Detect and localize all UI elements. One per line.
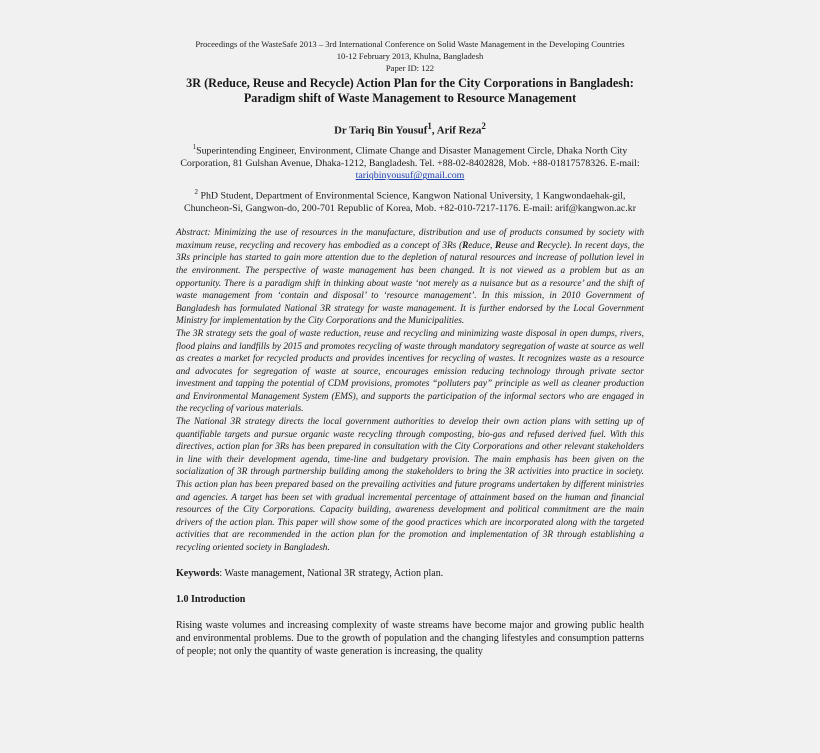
- abstract-p1-text-a: Abstract: Minimizing the use of resources in the manufacture, distribution and use of products consumed by society with maximum reuse, recycling and recovery has embodied as a concept of 3Rs (: [176, 228, 644, 251]
- abstract-p1-text-b: ecycle). In recent days, the 3Rs principle has started to gain more attention due to the depletion of natural resources and increase of pollution level in the environment. The perspective of waste management has been changed. It is not viewed as a problem but as an opportunity. There is a paradigm shift in thinking about waste ‘not merely as a nuisance but as a resource’ and the shift of waste management from ‘contain and disposal’ to ‘resource management’. In this mission, in 2010 Government of Bangladesh has formulated National 3R strategy for waste management. It is further endorsed by the Local Government Ministry for implementation by the City Corporations and the Municipalities.: [176, 240, 645, 327]
- keywords-label: Keywords: [176, 567, 220, 579]
- author-list: [176, 120, 644, 138]
- section-heading-introduction: 1.0 Introduction: [176, 593, 246, 605]
- abstract-r-reuse: R: [494, 240, 502, 251]
- abstract-p1-word-reduce: educe,: [468, 240, 495, 251]
- author-2: Arif Reza: [436, 124, 482, 137]
- abstract-paragraph-2: The 3R strategy sets the goal of waste reduction, reuse and recycling and minimizing waste disposal in open dumps, rivers, flood plains and landfills by 2015 and promotes recycling of waste through mandatory segregation of waste at source as well as creates a market for recycled products and provides incentives for recycling of wastes. It recognizes waste as a resource and advocates for segregation of waste at source, encourages emission reducing technology through private sector investment and tapping the potential of CDM provisions, promotes “polluters pay” principle as well as cleaner production and Environmental Management System (EMS), and supports the participation of the informal sectors who are engaged in the recycling of various materials.: [176, 328, 644, 415]
- proceedings-header: [176, 38, 644, 74]
- title-line-1: 3R (Reduce, Reuse and Recycle) Action Plan for the City Corporations in Bangladesh:: [186, 76, 634, 90]
- abstract: [176, 227, 644, 554]
- header-line-2: 10-12 February 2013, Khulna, Bangladesh: [336, 51, 484, 61]
- affiliation-2-text: PhD Student, Department of Environmental Science, Kangwon National University, 1 Kangwondaehak-gil, Chuncheon-Si, Gangwon-do, 200-701 Republic of Korea, Mob. +82-010-7217-1176. E-mail: arif@kangwon.ac.kr: [184, 190, 636, 215]
- keywords: [176, 567, 644, 580]
- abstract-p1-word-reuse: euse and: [501, 240, 538, 251]
- author-separator: ,: [431, 124, 437, 137]
- affiliation-1-email-link[interactable]: tariqbinyousuf@gmail.com: [355, 170, 465, 182]
- author-1-sup: 1: [427, 121, 432, 131]
- introduction-paragraph: Rising waste volumes and increasing complexity of waste streams have become major and growing public health and environmental problems. Due to the growth of population and the changing lifestyles and consumption patterns of people; not only the quantity of waste generation is increasing, the quality: [176, 619, 644, 657]
- affiliation-1-text: Superintending Engineer, Environment, Climate Change and Disaster Management Circle, Dhaka North City Corporation, 81 Gulshan Avenue, Dhaka-1212, Bangladesh. Tel. +88-02-8402828, Mob. +88-01817578326. E-mail:: [180, 144, 640, 169]
- affiliation-2-sup: 2: [194, 188, 199, 197]
- affiliation-1-sup: 1: [192, 142, 197, 151]
- abstract-r-reduce: R: [462, 240, 469, 251]
- title-line-2: Paradigm shift of Waste Management to Resource Management: [243, 91, 577, 105]
- affiliation-2: [176, 186, 644, 216]
- header-line-1: Proceedings of the WasteSafe 2013 – 3rd International Conference on Solid Waste Management in the Developing Countries: [195, 39, 625, 49]
- affiliation-1: [176, 141, 644, 184]
- abstract-paragraph-1: [176, 227, 644, 328]
- keywords-text: : Waste management, National 3R strategy, Action plan.: [219, 567, 444, 579]
- abstract-paragraph-3: The National 3R strategy directs the local government authorities to develop their own action plans with setting up of quantifiable targets and pursue organic waste recycling through composting, bio-gas and refused derived fuel. With this directives, action plan for 3Rs has been prepared in consultation with the City Corporations and other relevant stakeholders in line with their development agenda, time-line and budgetary provision. The main emphasis has been given on the socialization of 3R through partnership building among the stakeholders to bring the 3R activities into practice in society. This action plan has been prepared based on the prevailing activities and future programs undertaken by different ministries and agencies. A target has been set with gradual incremental percentage of attainment based on the human and financial resources of the City Corporations. Capacity building, awareness development and political commitment are the main drivers of the action plan. This paper will show some of the good practices which are incorporated along with the targeted activities that are recommended in the action plan for the promotion and implementation of 3R through establishing a recycling oriented society in Bangladesh.: [176, 417, 644, 554]
- author-1: Dr Tariq Bin Yousuf: [334, 124, 428, 137]
- abstract-r-recycle: R: [537, 240, 544, 251]
- paper-id: Paper ID: 122: [385, 63, 435, 73]
- author-2-sup: 2: [481, 121, 486, 131]
- paper-title: [176, 76, 644, 106]
